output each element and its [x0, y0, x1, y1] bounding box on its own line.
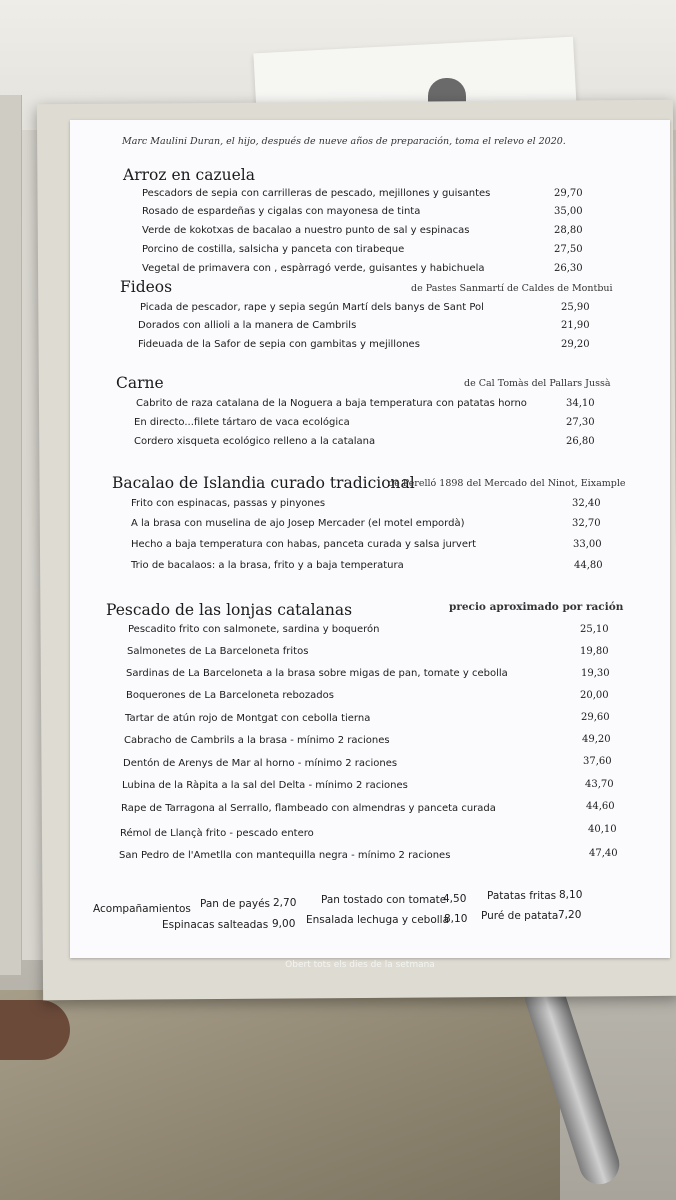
section-title-pescado: Pescado de las lonjas catalanas [106, 601, 353, 619]
section-title-arroz: Arroz en cazuela [123, 166, 255, 184]
menu-price: 26,30 [554, 263, 583, 274]
menu-item: Salmonetes de La Barceloneta fritos [127, 646, 309, 657]
menu-price: 47,40 [589, 848, 618, 859]
menu-price: 44,80 [574, 560, 603, 571]
menu-item: Frito con espinacas, passas y pinyones [131, 498, 326, 509]
menu-price: 49,20 [582, 734, 611, 745]
menu-price: 32,40 [572, 498, 601, 509]
side-price: 4,50 [443, 893, 467, 905]
menu-item: Lubina de la Ràpita a la sal del Delta - mínimo 2 raciones [122, 780, 408, 791]
menu-price: 34,10 [566, 398, 595, 409]
menu-item: Tartar de atún rojo de Montgat con cebolla tierna [125, 713, 371, 724]
menu-item: Porcino de costilla, salsicha y panceta con tirabeque [142, 244, 405, 255]
menu-item: Picada de pescador, rape y sepia según Martí dels banys de Sant Pol [140, 302, 484, 313]
side-price: 2,70 [273, 897, 297, 909]
menu-price: 25,90 [561, 302, 590, 313]
menu-item: Cabracho de Cambrils a la brasa - mínimo 2 raciones [124, 735, 390, 746]
menu-item: Trio de bacalaos: a la brasa, frito y a baja temperatura [131, 560, 404, 571]
menu-item: Rape de Tarragona al Serrallo, flambeado con almendras y panceta curada [121, 803, 496, 814]
menu-price: 35,00 [554, 206, 583, 217]
section-note-bacalao: de Perelló 1898 del Mercado del Ninot, Eixample [388, 478, 626, 489]
menu-price: 27,50 [554, 244, 583, 255]
menu-item: Cabrito de raza catalana de la Noguera a baja temperatura con patatas horno [136, 398, 527, 409]
side-item: Pan de payés [200, 898, 270, 910]
footer-note: Obert tots els dies de la setmana [285, 960, 435, 970]
side-price: 8,10 [559, 889, 583, 901]
section-title-fideos: Fideos [120, 278, 173, 296]
menu-price: 29,70 [554, 188, 583, 199]
menu-price: 28,80 [554, 225, 583, 236]
menu-intro: Marc Maulini Duran, el hijo, después de nueve años de preparación, toma el relevo el 2020. [122, 136, 566, 147]
menu-item: Vegetal de primavera con , espàrragó verde, guisantes y habichuela [142, 263, 485, 274]
menu-price: 29,20 [561, 339, 590, 350]
side-item: Puré de patata [481, 910, 559, 922]
menu-item: A la brasa con muselina de ajo Josep Mercader (el motel empordà) [131, 518, 465, 529]
side-item: Pan tostado con tomate [321, 894, 447, 906]
menu-item: En directo...filete tártaro de vaca ecológica [134, 417, 350, 428]
menu-item: Fideuada de la Safor de sepia con gambitas y mejillones [138, 339, 420, 350]
menu-item: Rémol de Llançà frito - pescado entero [120, 828, 314, 839]
side-price: 9,00 [272, 918, 296, 930]
menu-item: Rosado de espardeñas y cigalas con mayonesa de tinta [142, 206, 421, 217]
menu-price: 43,70 [585, 779, 614, 790]
diner-legs [0, 990, 560, 1200]
section-title-carne: Carne [116, 374, 164, 392]
section-note-carne: de Cal Tomàs del Pallars Jussà [464, 378, 611, 389]
menu-item: Pescadito frito con salmonete, sardina y boquerón [128, 624, 380, 635]
menu-price: 37,60 [583, 756, 612, 767]
diner-hand [0, 1000, 70, 1060]
menu-board-edge [0, 95, 22, 975]
menu-price: 27,30 [566, 417, 595, 428]
side-price: 8,10 [444, 913, 468, 925]
menu-price: 21,90 [561, 320, 590, 331]
menu-price: 26,80 [566, 436, 595, 447]
menu-item: Pescadors de sepia con carrilleras de pescado, mejillones y guisantes [142, 188, 491, 199]
menu-item: Hecho a baja temperatura con habas, panceta curada y salsa jurvert [131, 539, 477, 550]
menu-item: Verde de kokotxas de bacalao a nuestro punto de sal y espinacas [142, 225, 470, 236]
menu-item: Sardinas de La Barceloneta a la brasa sobre migas de pan, tomate y cebolla [126, 668, 508, 679]
menu-item: San Pedro de l'Ametlla con mantequilla negra - mínimo 2 raciones [119, 850, 451, 861]
menu-price: 19,30 [581, 668, 610, 679]
menu-item: Cordero xisqueta ecológico relleno a la catalana [134, 436, 376, 447]
sides-label: Acompañamientos [93, 903, 191, 915]
menu-price: 20,00 [580, 690, 609, 701]
section-note-pescado: precio aproximado por ración [449, 601, 624, 613]
section-title-bacalao: Bacalao de Islandia curado tradicional [112, 474, 415, 492]
menu-price: 44,60 [586, 801, 615, 812]
menu-price: 32,70 [572, 518, 601, 529]
menu-item: Dorados con allioli a la manera de Cambrils [138, 320, 357, 331]
menu-price: 29,60 [581, 712, 610, 723]
menu-price: 33,00 [573, 539, 602, 550]
section-note-fideos: de Pastes Sanmartí de Caldes de Montbui [411, 283, 613, 294]
side-item: Patatas fritas [487, 890, 557, 902]
menu-item: Dentón de Arenys de Mar al horno - mínimo 2 raciones [123, 758, 398, 769]
menu-price: 19,80 [580, 646, 609, 657]
menu-price: 40,10 [588, 824, 617, 835]
side-item: Espinacas salteadas [162, 919, 269, 931]
side-price: 7,20 [558, 909, 582, 921]
side-item: Ensalada lechuga y cebolla [306, 914, 450, 926]
menu-item: Boquerones de La Barceloneta rebozados [126, 690, 334, 701]
menu-price: 25,10 [580, 624, 609, 635]
